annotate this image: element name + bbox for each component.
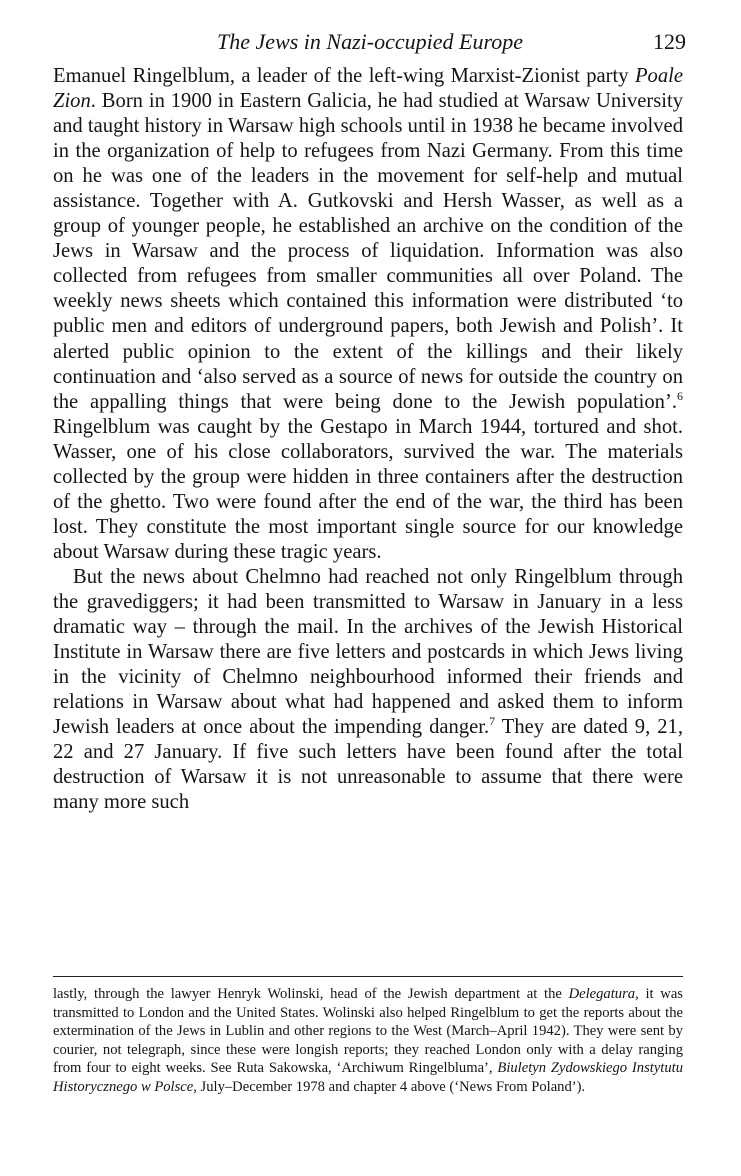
footnote-text-a: lastly, through the lawyer Henryk Wolinski, head of the Jewish department at the bbox=[53, 986, 569, 1002]
paragraph-1 bbox=[53, 64, 683, 565]
party-name: Poale Zion bbox=[53, 65, 683, 113]
paragraph-2-text-a: But the news about Chelmno had reached not only Ringelblum through the gravediggers; it had been transmitted to Warsaw in January in a less dramatic way – through the mail. In the archives of the Jewish Historical Institute in Warsaw there are five letters and postcards in which Jews living in the vicinity of Chelmno neighbourhood informed their friends and relations in Warsaw about what had happened and asked them to inform Jewish leaders at once about the impending danger. bbox=[53, 565, 683, 739]
footnote bbox=[53, 985, 683, 1097]
footnote-text-e: , July–December 1978 and chapter 4 above (‘News From Poland’). bbox=[193, 1078, 586, 1095]
footnote-ref-7: 7 bbox=[489, 714, 496, 729]
footnote-paragraph bbox=[53, 985, 683, 1097]
paragraph-2-text-b: They are dated 9, 21, 22 and 27 January. If five such letters have been found after the total destruction of Warsaw it is not unreasonable to assume that there were many more such bbox=[53, 716, 683, 814]
footnote-italic-journal: Biuletyn Zydowskiego Instytutu Historycznego w Polsce bbox=[53, 1060, 683, 1095]
footnote-italic-delegatura: Delegatura bbox=[568, 986, 636, 1002]
paragraph-2 bbox=[53, 565, 683, 815]
page-number: 129 bbox=[653, 29, 686, 54]
paragraph-1-text-d: Ringelblum was caught by the Gestapo in March 1944, tortured and shot. Wasser, one of his close collaborators, survived the war. The materials collected by the group were hidden in three containers after the destruction of the ghetto. Two were found after the end of the war, the third has been lost. They constitute the most important single source for our knowledge about Warsaw during these tragic years. bbox=[53, 415, 683, 563]
running-title: The Jews in Nazi-occupied Europe bbox=[217, 29, 523, 54]
paragraph-1-text-c: . Born in 1900 in Eastern Galicia, he had studied at Warsaw University and taught history in Warsaw high schools until in 1938 he became involved in the organization of help to refugees from Nazi Germany. From this time on he was one of the leaders in the movement for self-help and mutual assistance. Together with A. Gutkovski and Hersh Wasser, as well as a group of younger people, he established an archive on the condition of the Jews in Warsaw and the process of liquidation. Information was also collected from refugees from smaller communities all over Poland. The weekly news sheets which contained this information were distributed ‘to public men and editors of underground papers, both Jewish and Polish’. It alerted public opinion to the extent of the killings and their likely continuation and ‘also served as a source of news for outside the country on the appalling things that were being done to the Jewish population’. bbox=[53, 90, 683, 413]
footnote-rule bbox=[53, 976, 683, 977]
footnote-ref-6: 6 bbox=[677, 388, 683, 403]
body-text bbox=[53, 64, 683, 815]
paragraph-1-text-a: Emanuel Ringelblum, a leader of the left-wing Marxist-Zionist party bbox=[53, 65, 635, 87]
footnote-text-c: , it was transmitted to London and the United States. Wolinski also helped Ringelblum to get the reports about the extermination of the Jews in Lublin and other regions to the West (March–April 1942). They were sent by courier, not telegraph, since these were longish reports; they reached London only with a delay ranging from four to eight weeks. See Ruta Sakowska, ‘Archiwum Ringelbluma’, bbox=[53, 986, 683, 1077]
